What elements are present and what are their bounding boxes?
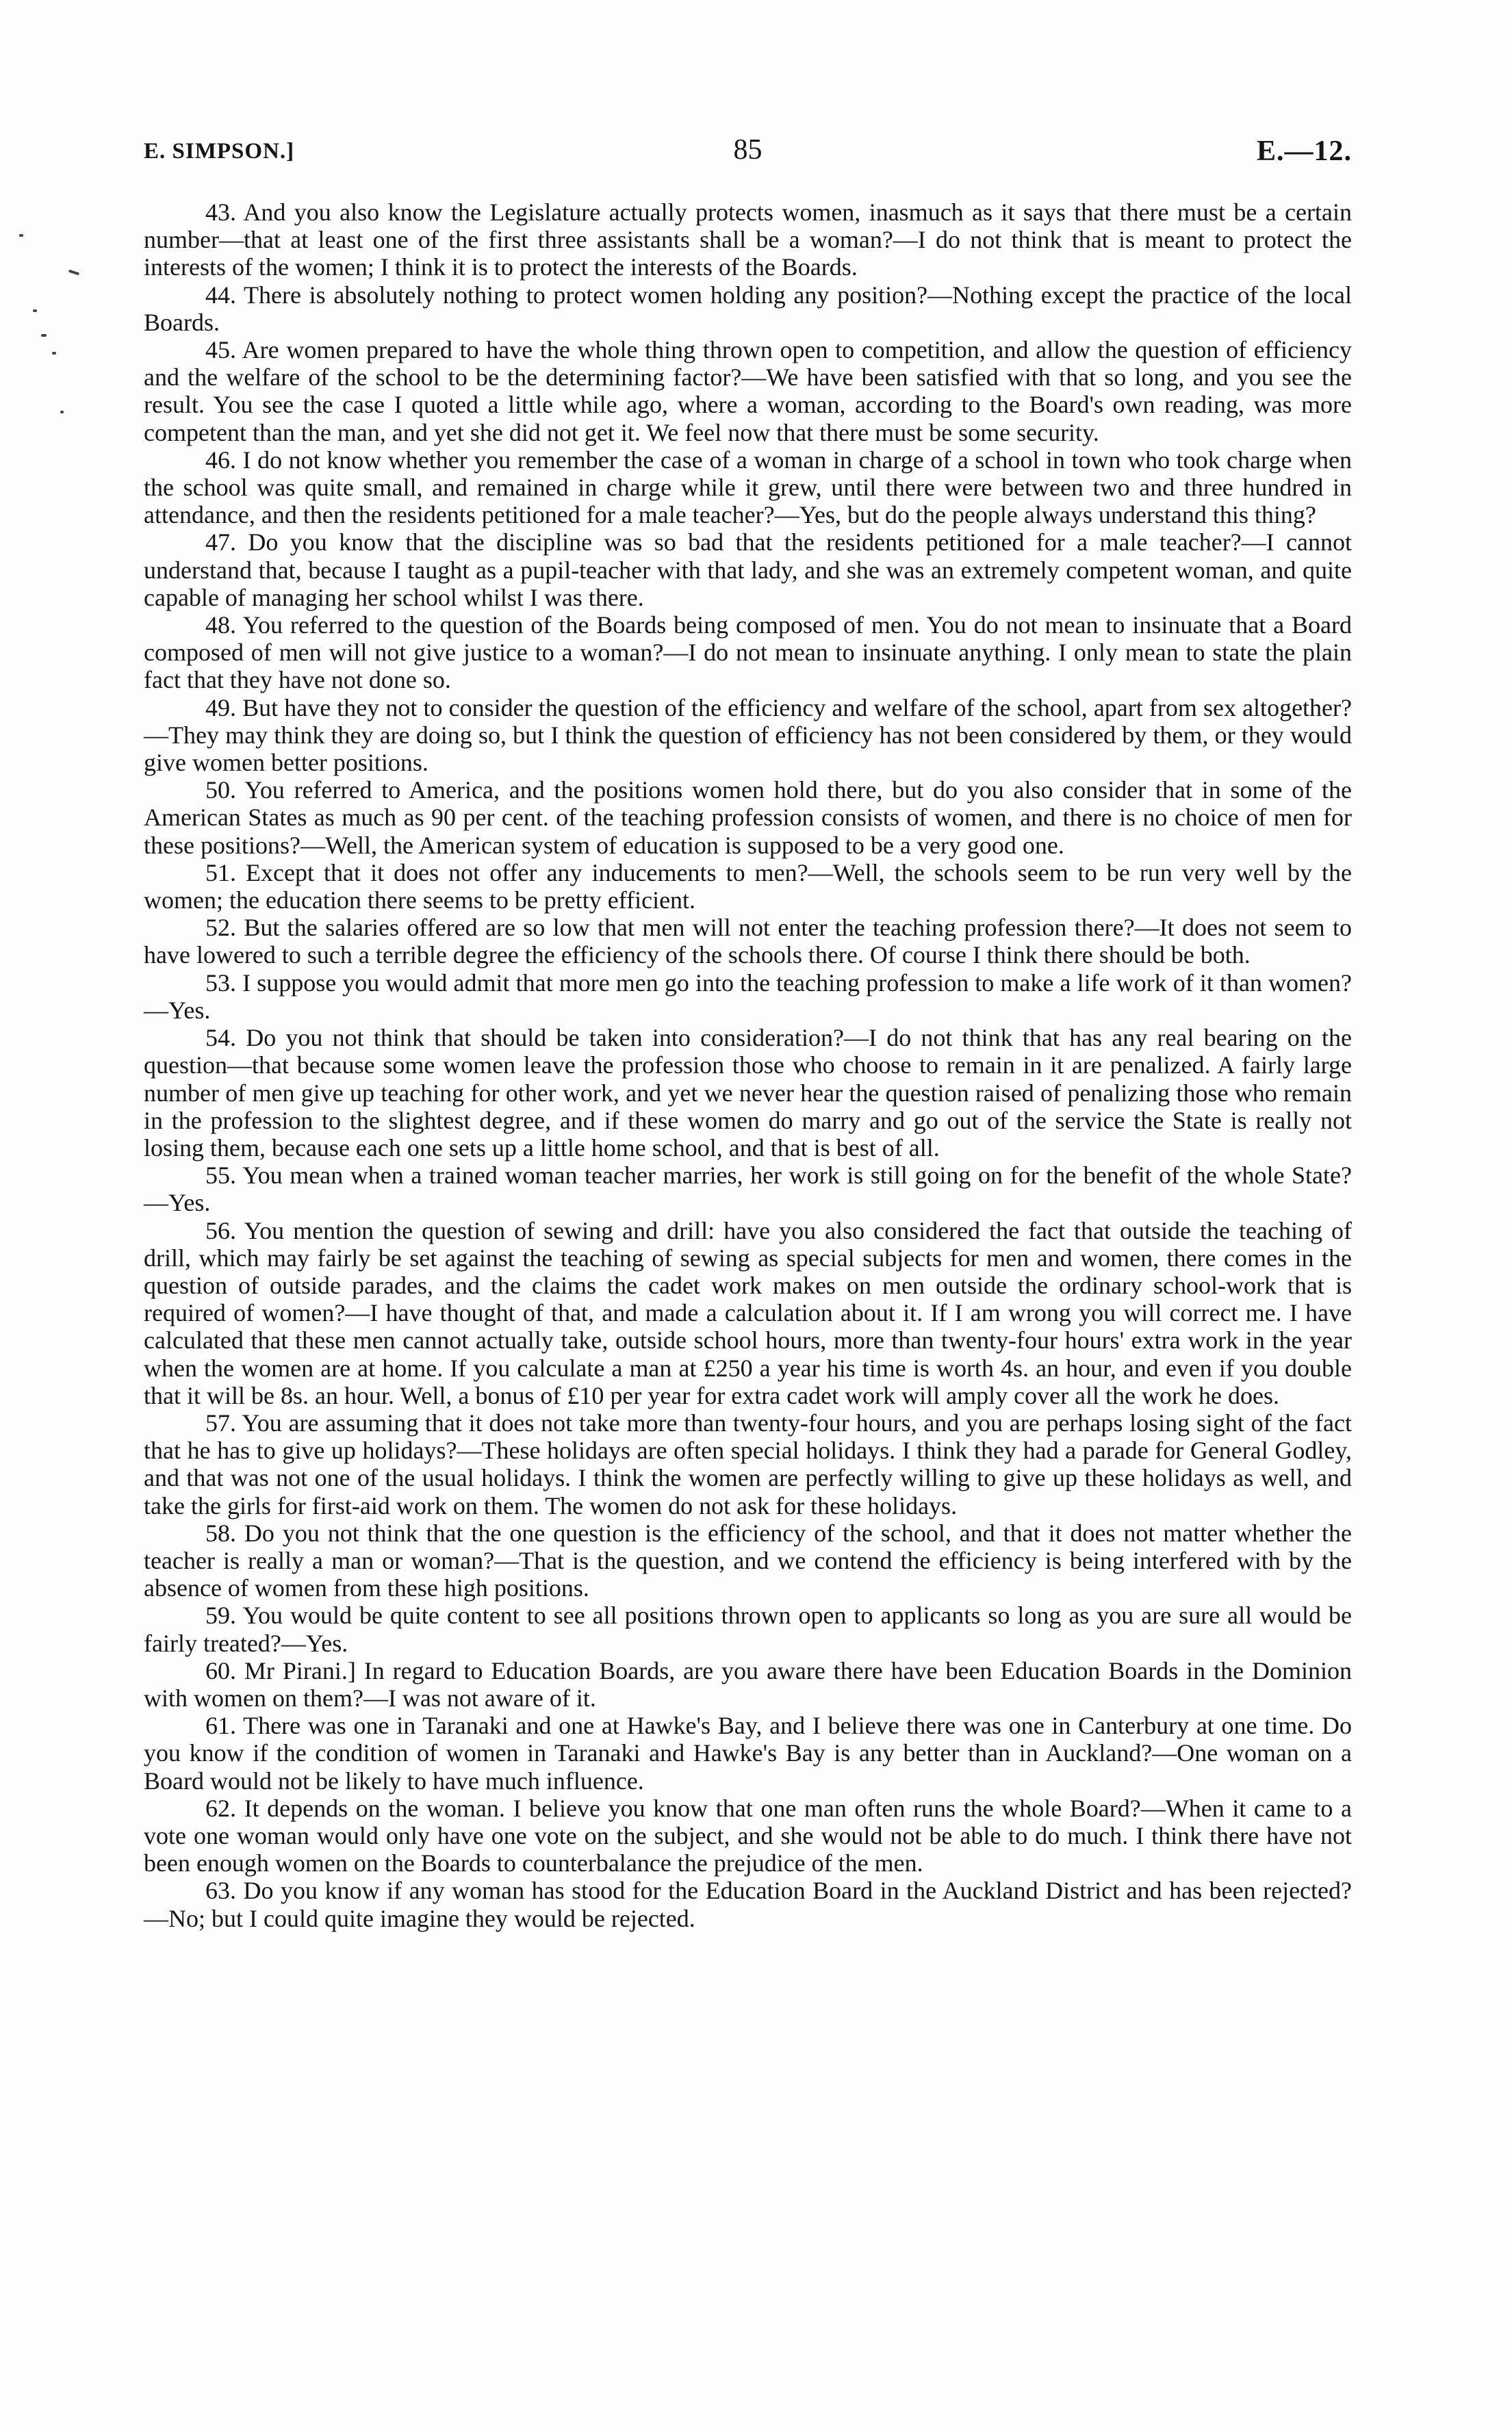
paragraph-52: 52. But the salaries offered are so low that men will not enter the teaching profession there?—It does not seem to have lowered to such a terrible degree the efficiency of the schools there. Of course I think there should be both. <box>144 914 1352 969</box>
paragraph-51: 51. Except that it does not offer any inducements to men?—Well, the schools seem to be run very well by the women; the education there seems to be pretty efficient. <box>144 858 1352 914</box>
paragraph-49: 49. But have they not to consider the question of the efficiency and welfare of the school, apart from sex altogether?—They may think they are doing so, but I think the question of efficiency has not been considered by them, or they would give women better positions. <box>144 693 1352 777</box>
paragraph-48: 48. You referred to the question of the Boards being composed of men. You do not mean to insinuate that a Board composed of men will not give justice to a woman?—I do not mean to insinuate anything. I only mean to state the plain fact that they have not done so. <box>144 611 1352 694</box>
margin-mark <box>68 270 79 276</box>
witness-name: E. SIMPSON.] <box>144 139 295 164</box>
paper-reference: E.—12. <box>1256 136 1352 167</box>
margin-mark <box>33 309 37 312</box>
paragraph-59: 59. You would be quite content to see all positions thrown open to applicants so long as you are sure all would be fairly treated?—Yes. <box>144 1602 1352 1657</box>
paragraph-62: 62. It depends on the woman. I believe you know that one man often runs the whole Board?—When it came to a vote one woman would only have one vote on the subject, and she would not be able to do much. I think there have not been enough women on the Boards to counterbalance the prejudice of the men. <box>144 1794 1352 1877</box>
margin-annotations <box>0 0 137 2425</box>
paragraph-57: 57. You are assuming that it does not take more than twenty-four hours, and you are perhaps losing sight of the fact that he has to give up holidays?—These holidays are often special holidays. I think they had a parade for General Godley, and that was not one of the usual holidays. I think the women are perfectly willing to give up these holidays as well, and take the girls for first-aid work on them. The women do not ask for these holidays. <box>144 1409 1352 1519</box>
margin-mark <box>60 411 64 413</box>
page-number: 85 <box>733 134 763 166</box>
paragraph-56: 56. You mention the question of sewing and drill: have you also considered the fact that outside the teaching of drill, which may fairly be set against the teaching of sewing as special subjects for men and women, there comes in the question of outside parades, and the claims the cadet work makes on men outside the ordinary school-work that is required of women?—I have thought of that, and made a calculation about it. If I am wrong you will correct me. I have calculated that these men cannot actually take, outside school hours, more than twenty-four hours' extra work in the year when the women are at home. If you calculate a man at £250 a year his time is worth 4s. an hour, and even if you double that it will be 8s. an hour. Well, a bonus of £10 per year for extra cadet work will amply cover all the work he does. <box>144 1216 1352 1409</box>
paragraph-58: 58. Do you not think that the one question is the efficiency of the school, and that it does not matter whether the teacher is really a man or woman?—That is the question, and we contend the efficiency is being interfered with by the absence of women from these high positions. <box>144 1519 1352 1602</box>
paragraph-43: 43. And you also know the Legislature actually protects women, inasmuch as it says that there must be a certain number—that at least one of the first three assistants shall be a woman?—I do not think that is meant to protect the interests of the women; I think it is to protect the interests of the Boards. <box>144 198 1352 281</box>
paragraph-45: 45. Are women prepared to have the whole thing thrown open to competition, and allow the question of efficiency and the welfare of the school to be the determining factor?—We have been satisfied with that so long, and you see the result. You see the case I quoted a little while ago, where a woman, according to the Board's own reading, was more competent than the man, and yet she did not get it. We feel now that there must be some security. <box>144 336 1352 446</box>
margin-mark <box>19 234 23 237</box>
paragraph-46: 46. I do not know whether you remember the case of a woman in charge of a school in town who took charge when the school was quite small, and remained in charge while it grew, until there were between two and three hundred in attendance, and then the residents petitioned for a male teacher?—Yes, but do the people always understand this thing? <box>144 446 1352 529</box>
paragraph-53: 53. I suppose you would admit that more men go into the teaching profession to make a life work of it than women?—Yes. <box>144 968 1352 1024</box>
paragraph-44: 44. There is absolutely nothing to protect women holding any position?—Nothing except the practice of the local Boards. <box>144 281 1352 336</box>
paragraph-63: 63. Do you know if any woman has stood for the Education Board in the Auckland District and has been rejected?—No; but I could quite imagine they would be rejected. <box>144 1877 1352 1932</box>
paragraph-61: 61. There was one in Taranaki and one at Hawke's Bay, and I believe there was one in Canterbury at one time. Do you know if the condition of women in Taranaki and Hawke's Bay is any better than in Auckland?—One woman on a Board would not be likely to have much influence. <box>144 1712 1352 1795</box>
paragraph-55: 55. You mean when a trained woman teacher marries, her work is still going on for the benefit of the whole State?—Yes. <box>144 1162 1352 1217</box>
paragraph-50: 50. You referred to America, and the positions women hold there, but do you also consider that in some of the American States as much as 90 per cent. of the teaching profession consists of women, and there is no choice of men for these positions?—Well, the American system of education is supposed to be a very good one. <box>144 776 1352 859</box>
paragraph-47: 47. Do you know that the discipline was so bad that the residents petitioned for a male teacher?—I cannot understand that, because I taught as a pupil-teacher with that lady, and she was an extremely competent woman, and quite capable of managing her school whilst I was there. <box>144 528 1352 611</box>
testimony-body <box>144 198 1352 1932</box>
margin-mark <box>52 352 56 355</box>
page-header <box>144 133 1352 175</box>
paragraph-54: 54. Do you not think that should be taken into consideration?—I do not think that has any real bearing on the question—that because some women leave the profession those who choose to remain in it are penalized. A fairly large number of men give up teaching for other work, and yet we never hear the question raised of penalizing those who remain in the profession to the slightest degree, and if these women do marry and go out of the service the State is really not losing them, because each one sets up a little home school, and that is best of all. <box>144 1024 1352 1162</box>
margin-mark <box>41 334 47 337</box>
paragraph-60: 60. Mr Pirani.] In regard to Education Boards, are you aware there have been Education Boards in the Dominion with women on them?—I was not aware of it. <box>144 1656 1352 1712</box>
